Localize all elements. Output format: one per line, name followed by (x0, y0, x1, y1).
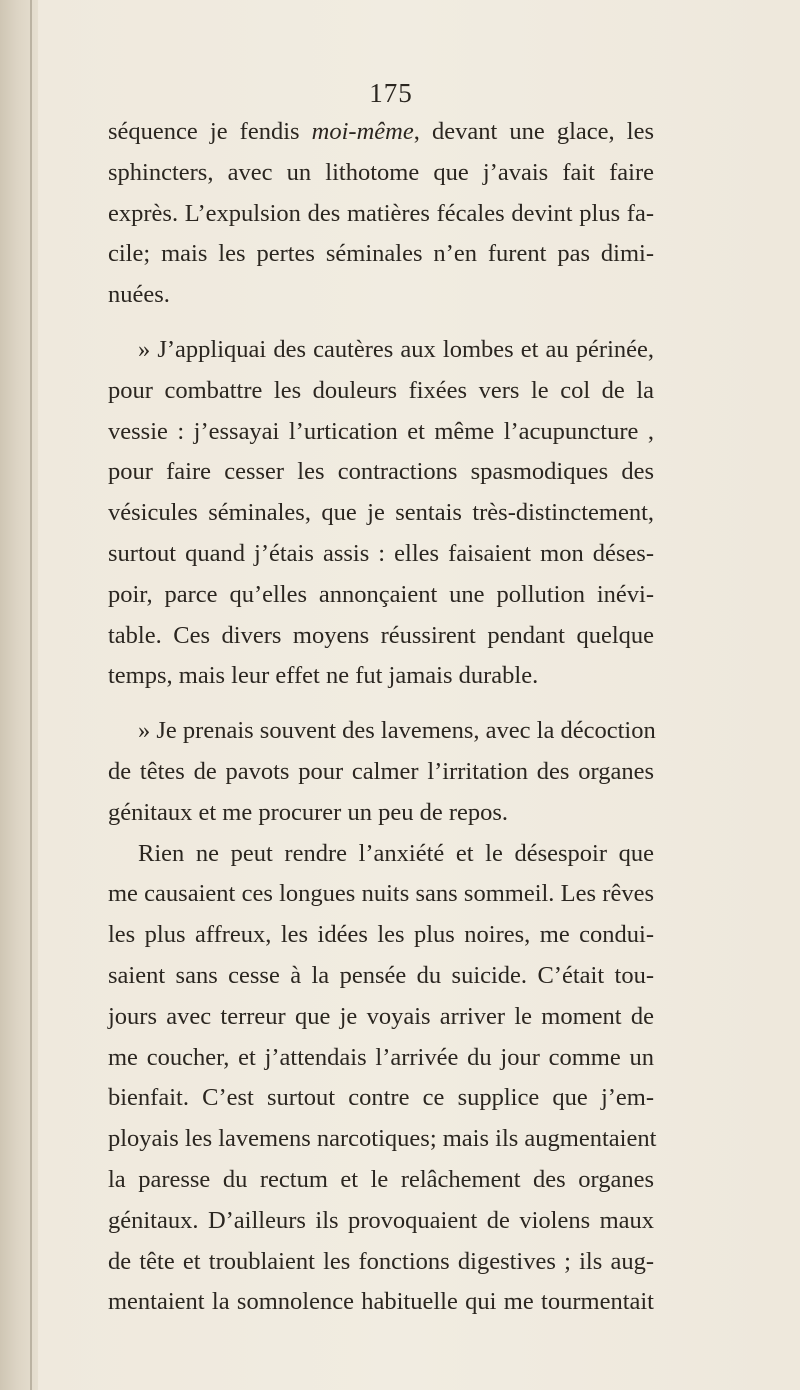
text-line: » J’appliquai des cautères aux lombes et au périnée, (138, 335, 654, 363)
text-line: génitaux. D’ailleurs ils provoquaient de violens maux (108, 1206, 654, 1234)
text-line: saient sans cesse à la pensée du suicide. C’était tou- (108, 961, 654, 989)
text-span: , devant une glace, les (413, 118, 654, 145)
text-line: de tête et troublaient les fonctions digestives ; ils aug- (108, 1247, 654, 1275)
text-line: pour combattre les douleurs fixées vers le col de la (108, 376, 654, 404)
paragraph-3 (108, 711, 654, 833)
paragraph-4 (108, 834, 657, 1324)
text-span: séquence je fendis (108, 118, 312, 145)
text-line: Rien ne peut rendre l’anxiété et le désespoir que (138, 839, 654, 867)
text-line: la paresse du rectum et le relâchement des organes (108, 1165, 654, 1193)
text-line (108, 112, 654, 153)
text-line: génitaux et me procurer un peu de repos. (108, 798, 509, 826)
text-line: sphincters, avec un lithotome que j’avais fait faire (108, 158, 654, 186)
text-line: pour faire cesser les contractions spasmodiques des (108, 458, 654, 486)
paragraph-1 (108, 112, 654, 316)
text-line: surtout quand j’étais assis : elles faisaient mon déses- (108, 539, 654, 567)
text-line: cile; mais les pertes séminales n’en furent pas dimi- (108, 240, 654, 268)
text-line: ployais les lavemens narcotiques; mais ils augmentaient (108, 1125, 657, 1153)
text-line: de têtes de pavots pour calmer l’irritation des organes (108, 757, 654, 785)
text-line: me causaient ces longues nuits sans sommeil. Les rêves (108, 880, 654, 908)
body-text (108, 112, 657, 1323)
text-line: jours avec terreur que je voyais arriver le moment de (108, 1002, 654, 1030)
italic-phrase: moi-même (311, 118, 414, 145)
text-line: mentaient la somnolence habituelle qui me tourmentait (108, 1288, 654, 1316)
text-line: vésicules séminales, que je sentais très-distinctement, (108, 499, 654, 527)
page-number: 175 (369, 78, 413, 108)
text-line: vessie : j’essayai l’urtication et même l’acupuncture , (108, 417, 654, 445)
binding-shadow (30, 0, 32, 1390)
text-line: » Je prenais souvent des lavemens, avec la décoction (138, 717, 656, 745)
text-line: table. Ces divers moyens réussirent pendant quelque (108, 621, 654, 649)
paragraph-2 (108, 330, 654, 697)
page-gutter (0, 0, 38, 1390)
text-line: exprès. L’expulsion des matières fécales devint plus fa- (108, 199, 654, 227)
text-line: poir, parce qu’elles annonçaient une pollution inévi- (108, 580, 654, 608)
text-line: nuées. (108, 281, 170, 309)
text-line: temps, mais leur effet ne fut jamais durable. (108, 662, 539, 690)
text-line: me coucher, et j’attendais l’arrivée du jour comme un (108, 1043, 654, 1071)
text-line: les plus affreux, les idées les plus noires, me condui- (108, 921, 654, 949)
text-line: bienfait. C’est surtout contre ce supplice que j’em- (108, 1084, 654, 1112)
